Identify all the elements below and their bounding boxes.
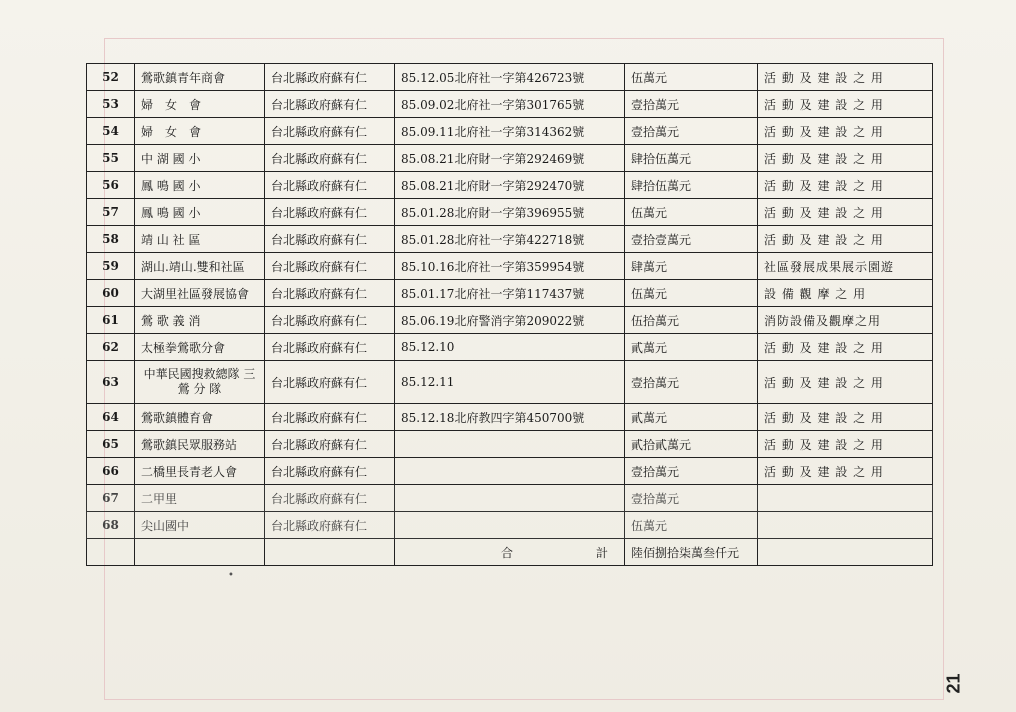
total-mark-cell xyxy=(135,539,265,566)
total-label-left: 合 xyxy=(501,545,514,560)
row-approver: 台北縣政府蘇有仁 xyxy=(265,458,395,485)
row-number: 62 xyxy=(87,334,135,361)
total-no-cell xyxy=(87,539,135,566)
row-organization: 鶯歌鎮民眾服務站 xyxy=(135,431,265,458)
table-row xyxy=(87,458,933,485)
row-amount: 貳萬元 xyxy=(625,404,758,431)
row-amount: 貳萬元 xyxy=(625,334,758,361)
row-document-number: 85.12.10 xyxy=(395,334,625,361)
row-purpose: 活 動 及 建 設 之 用 xyxy=(758,118,933,145)
row-number: 67 xyxy=(87,485,135,512)
row-amount: 壹拾壹萬元 xyxy=(625,226,758,253)
row-document-number xyxy=(395,431,625,458)
ledger-body xyxy=(87,64,933,539)
table-row xyxy=(87,334,933,361)
table-row xyxy=(87,145,933,172)
row-number: 55 xyxy=(87,145,135,172)
row-approver: 台北縣政府蘇有仁 xyxy=(265,226,395,253)
table-row xyxy=(87,512,933,539)
row-approver: 台北縣政府蘇有仁 xyxy=(265,280,395,307)
row-approver: 台北縣政府蘇有仁 xyxy=(265,118,395,145)
row-document-number: 85.01.28北府財一字第396955號 xyxy=(395,199,625,226)
row-organization: 婦 女 會 xyxy=(135,91,265,118)
row-organization: 靖 山 社 區 xyxy=(135,226,265,253)
row-number: 66 xyxy=(87,458,135,485)
row-number: 58 xyxy=(87,226,135,253)
row-approver: 台北縣政府蘇有仁 xyxy=(265,512,395,539)
row-number: 63 xyxy=(87,361,135,404)
table-row xyxy=(87,64,933,91)
table-row xyxy=(87,199,933,226)
page-number: 21 xyxy=(943,673,964,694)
row-purpose xyxy=(758,512,933,539)
row-approver: 台北縣政府蘇有仁 xyxy=(265,485,395,512)
row-amount: 伍拾萬元 xyxy=(625,307,758,334)
row-approver: 台北縣政府蘇有仁 xyxy=(265,334,395,361)
row-document-number: 85.12.18北府教四字第450700號 xyxy=(395,404,625,431)
total-row xyxy=(87,539,933,566)
row-document-number xyxy=(395,458,625,485)
row-purpose: 活 動 及 建 設 之 用 xyxy=(758,172,933,199)
total-label-cell xyxy=(395,539,625,566)
row-purpose: 社區發展成果展示園遊 xyxy=(758,253,933,280)
row-number: 59 xyxy=(87,253,135,280)
row-amount: 壹拾萬元 xyxy=(625,485,758,512)
table-row xyxy=(87,280,933,307)
row-amount: 壹拾萬元 xyxy=(625,91,758,118)
row-amount: 伍萬元 xyxy=(625,64,758,91)
row-approver: 台北縣政府蘇有仁 xyxy=(265,253,395,280)
row-organization: 湖山.靖山.雙和社區 xyxy=(135,253,265,280)
row-amount: 伍萬元 xyxy=(625,280,758,307)
row-organization: 中 湖 國 小 xyxy=(135,145,265,172)
subsidy-ledger-table xyxy=(86,63,933,566)
row-amount: 壹拾萬元 xyxy=(625,458,758,485)
row-purpose: 活 動 及 建 設 之 用 xyxy=(758,199,933,226)
total-label-right: 計 xyxy=(595,545,608,560)
table-row xyxy=(87,91,933,118)
total-blank-cell xyxy=(265,539,395,566)
row-amount: 肆拾伍萬元 xyxy=(625,172,758,199)
row-approver: 台北縣政府蘇有仁 xyxy=(265,172,395,199)
row-number: 65 xyxy=(87,431,135,458)
row-approver: 台北縣政府蘇有仁 xyxy=(265,91,395,118)
row-document-number: 85.06.19北府警消字第209022號 xyxy=(395,307,625,334)
row-amount: 肆萬元 xyxy=(625,253,758,280)
row-number: 53 xyxy=(87,91,135,118)
row-number: 54 xyxy=(87,118,135,145)
row-approver: 台北縣政府蘇有仁 xyxy=(265,199,395,226)
row-amount: 壹拾萬元 xyxy=(625,118,758,145)
row-purpose: 活 動 及 建 設 之 用 xyxy=(758,145,933,172)
row-approver: 台北縣政府蘇有仁 xyxy=(265,431,395,458)
row-document-number xyxy=(395,512,625,539)
row-organization: 鳳 鳴 國 小 xyxy=(135,199,265,226)
table-row xyxy=(87,253,933,280)
row-document-number: 85.10.16北府社一字第359954號 xyxy=(395,253,625,280)
table-row xyxy=(87,361,933,404)
table-row xyxy=(87,172,933,199)
row-number: 52 xyxy=(87,64,135,91)
row-amount: 肆拾伍萬元 xyxy=(625,145,758,172)
row-purpose: 活 動 及 建 設 之 用 xyxy=(758,404,933,431)
row-organization: 太極拳鶯歌分會 xyxy=(135,334,265,361)
row-organization: 尖山國中 xyxy=(135,512,265,539)
row-document-number: 85.08.21北府財一字第292470號 xyxy=(395,172,625,199)
row-amount: 貳拾貳萬元 xyxy=(625,431,758,458)
row-purpose: 設 備 觀 摩 之 用 xyxy=(758,280,933,307)
row-purpose: 活 動 及 建 設 之 用 xyxy=(758,361,933,404)
row-organization: 鳳 鳴 國 小 xyxy=(135,172,265,199)
row-document-number: 85.12.11 xyxy=(395,361,625,404)
row-organization: 二橋里長青老人會 xyxy=(135,458,265,485)
pen-mark: • xyxy=(228,570,234,581)
row-purpose xyxy=(758,485,933,512)
table-row xyxy=(87,118,933,145)
table-row xyxy=(87,431,933,458)
row-document-number: 85.09.02北府社一字第301765號 xyxy=(395,91,625,118)
row-organization: 婦 女 會 xyxy=(135,118,265,145)
row-document-number xyxy=(395,485,625,512)
row-number: 61 xyxy=(87,307,135,334)
row-number: 68 xyxy=(87,512,135,539)
row-purpose: 活 動 及 建 設 之 用 xyxy=(758,458,933,485)
row-purpose: 活 動 及 建 設 之 用 xyxy=(758,431,933,458)
table-row xyxy=(87,485,933,512)
row-amount: 伍萬元 xyxy=(625,512,758,539)
row-organization: 鶯 歌 義 消 xyxy=(135,307,265,334)
row-organization: 大湖里社區發展協會 xyxy=(135,280,265,307)
table-row xyxy=(87,404,933,431)
row-number: 64 xyxy=(87,404,135,431)
row-number: 56 xyxy=(87,172,135,199)
row-organization: 中華民國搜救總隊 三 鶯 分 隊 xyxy=(135,361,265,404)
total-purpose-cell xyxy=(758,539,933,566)
row-number: 60 xyxy=(87,280,135,307)
row-approver: 台北縣政府蘇有仁 xyxy=(265,145,395,172)
row-approver: 台北縣政府蘇有仁 xyxy=(265,404,395,431)
total-amount: 陸佰捌拾柒萬叁仟元 xyxy=(625,539,758,566)
row-number: 57 xyxy=(87,199,135,226)
row-purpose: 活 動 及 建 設 之 用 xyxy=(758,226,933,253)
row-approver: 台北縣政府蘇有仁 xyxy=(265,361,395,404)
row-document-number: 85.01.17北府社一字第117437號 xyxy=(395,280,625,307)
row-amount: 壹拾萬元 xyxy=(625,361,758,404)
row-purpose: 活 動 及 建 設 之 用 xyxy=(758,64,933,91)
row-approver: 台北縣政府蘇有仁 xyxy=(265,64,395,91)
row-purpose: 活 動 及 建 設 之 用 xyxy=(758,91,933,118)
table-row xyxy=(87,307,933,334)
row-organization: 鶯歌鎮體育會 xyxy=(135,404,265,431)
row-document-number: 85.01.28北府社一字第422718號 xyxy=(395,226,625,253)
row-document-number: 85.08.21北府財一字第292469號 xyxy=(395,145,625,172)
row-purpose: 消防設備及觀摩之用 xyxy=(758,307,933,334)
row-approver: 台北縣政府蘇有仁 xyxy=(265,307,395,334)
row-amount: 伍萬元 xyxy=(625,199,758,226)
table-row xyxy=(87,226,933,253)
row-document-number: 85.09.11北府社一字第314362號 xyxy=(395,118,625,145)
row-purpose: 活 動 及 建 設 之 用 xyxy=(758,334,933,361)
row-organization: 二甲里 xyxy=(135,485,265,512)
row-organization: 鶯歌鎮青年商會 xyxy=(135,64,265,91)
row-document-number: 85.12.05北府社一字第426723號 xyxy=(395,64,625,91)
